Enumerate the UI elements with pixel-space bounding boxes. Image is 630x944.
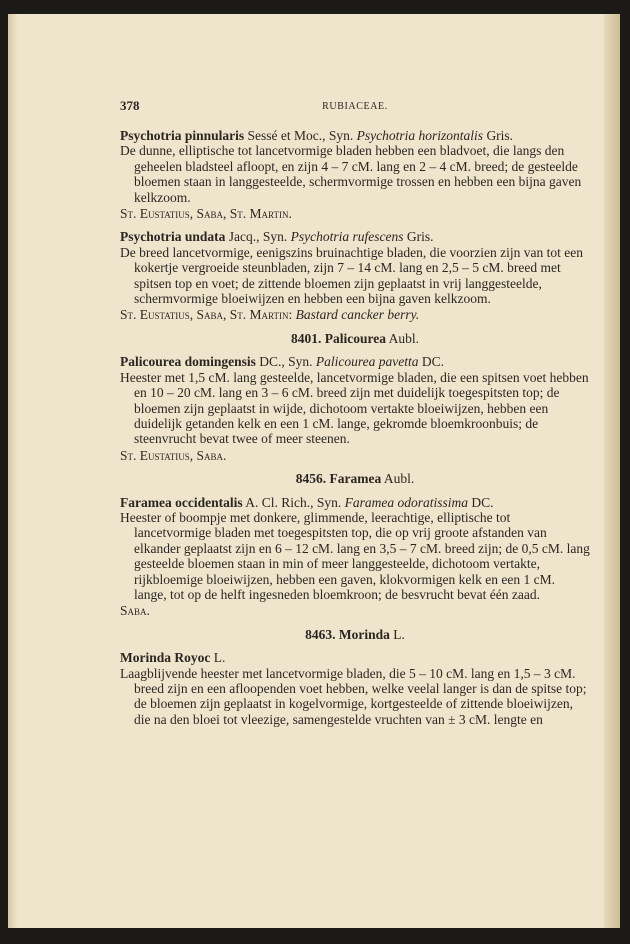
- species-author: DC.: [259, 354, 282, 370]
- species-name: Psychotria pinnularis: [120, 128, 245, 143]
- species-entry: [120, 354, 590, 463]
- genus-number: 8463.: [305, 626, 336, 642]
- page-edge-right: [604, 14, 620, 928]
- synonym-prefix: , Syn.: [281, 354, 313, 370]
- species-name: Psychotria undata: [120, 229, 226, 245]
- species-description: De dunne, elliptische tot lancetvormige bladen hebben een bladvoet, die langs den geheelen bladsteel afloopt, en zijn 4 – 7 cM. lang en 2 – 4 cM. breed; de gesteelde bloemen staan in langgesteelde, schermvormige trossen en hebben een bijna gaven kelkzoom.: [120, 143, 582, 205]
- running-title: RUBIACEAE.: [322, 101, 388, 112]
- species-description: Laagblijvende heester met lancetvormige bladen, die 5 – 10 cM. lang en 1,5 – 3 cM. breed zijn en een afloopenden voet hebben, welke veelal langer is dan de spitse top; de bloemen zijn geplaatst in kogelvormige, kortgesteelde of zittende bloeiwijzen, die na den bloei tot vleezige, samengestelde vruchten van ± 3 cM. lengte en: [120, 665, 587, 727]
- synonym-name: Faramea odoratissima: [344, 494, 469, 510]
- genus-name: Morinda: [338, 626, 390, 642]
- species-name: Faramea occidentalis: [120, 494, 243, 510]
- species-description: Heester met 1,5 cM. lang gesteelde, lancetvormige bladen, die een spitsen voet hebben en 10 – 20 cM. lang en 3 – 6 cM. breed zijn met duidelijk toegespitsten top; de bloemen zijn geplaatst in wijde, dichotoom vertakte bloeiwijzen, hebben een duidelijk getanden kelk en een 1 cM. lange, gekromde bloemkroonbuis; de steenvrucht bevat twee of meer steenen.: [120, 369, 589, 447]
- locality-list: St. Eustatius, Saba.: [120, 447, 227, 463]
- genus-author: L.: [393, 626, 405, 642]
- species-author: Sessé et Moc.: [247, 128, 323, 143]
- genus-author: Aubl.: [388, 330, 419, 346]
- species-entry: [120, 495, 590, 619]
- species-entry: [120, 128, 590, 221]
- locality-list: St. Eustatius, Saba, St. Martin.: [120, 206, 292, 222]
- species-heading: [120, 229, 590, 244]
- genus-name: Palicourea: [324, 330, 386, 346]
- species-localities: [120, 206, 590, 221]
- species-localities: [120, 448, 590, 463]
- page-content: [120, 98, 590, 735]
- synonym-name: Palicourea pavetta: [315, 354, 419, 370]
- synonym-author: DC.: [421, 354, 445, 370]
- species-entry: [120, 650, 590, 727]
- synonym-author: DC.: [471, 494, 494, 510]
- common-name: Bastard cancker berry.: [295, 307, 420, 323]
- species-heading: [120, 650, 590, 665]
- species-description: Heester of boompje met donkere, glimmende, leerachtige, elliptische tot lancetvormige bladen met toegespitsten top, die op vrij groote afstanden van elkander geplaatst zijn en 6 – 12 cM. lang en 3,5 – 7 cM. breed zijn; de 0,5 cM. lang gesteelde bloemen staan in min of meer langgesteelde, dichotoom vertakte, rijkbloemige bloeiwijzen, hebben een gaven, klokvormigen kelk en een 1 cM. lange, tot op de helft ingesneden bloemkroon; de besvrucht bevat één zaad.: [120, 509, 590, 602]
- genus-heading: [120, 471, 590, 486]
- synonym-name: Psychotria rufescens: [290, 229, 404, 245]
- page-number: 378: [120, 98, 140, 113]
- synonym-author: Gris.: [406, 229, 434, 245]
- synonym-author: Gris.: [486, 128, 514, 143]
- synonym-prefix: , Syn.: [256, 229, 288, 245]
- genus-author: Aubl.: [383, 471, 415, 487]
- genus-number: 8456.: [295, 471, 327, 487]
- synonym-prefix: , Syn.: [322, 128, 354, 143]
- species-author: A. Cl. Rich.: [245, 494, 311, 510]
- page-edge-shadow: [8, 14, 18, 928]
- species-author: Jacq.: [228, 229, 257, 245]
- species-author: L.: [213, 650, 226, 666]
- species-description: De breed lancetvormige, eenigszins bruinachtige bladen, die voorzien zijn van tot een kokertje vergroeide steunbladen, zijn 7 – 14 cM. lang en 2,5 – 5 cM. breed met spitsen top en voet; de zittende bloemen zijn geplaatst in vrij langgesteelde, schermvormige bloeiwijzen en hebben een bijna gaven kelkzoom.: [120, 244, 583, 307]
- book-page: [8, 14, 620, 928]
- genus-number: 8401.: [290, 330, 322, 346]
- species-localities: [120, 603, 590, 618]
- locality-list: Saba.: [120, 603, 150, 619]
- genus-name: Faramea: [329, 471, 382, 487]
- synonym-prefix: , Syn.: [310, 494, 342, 510]
- species-heading: [120, 495, 590, 510]
- species-name: Morinda Royoc: [120, 650, 211, 666]
- species-name: Palicourea domingensis: [120, 354, 256, 370]
- locality-list: St. Eustatius, Saba, St. Martin:: [120, 307, 293, 323]
- species-heading: [120, 354, 590, 369]
- genus-heading: [120, 627, 590, 642]
- genus-heading: [120, 331, 590, 346]
- page-header: [120, 98, 590, 118]
- synonym-name: Psychotria horizontalis: [356, 128, 484, 143]
- species-entry: [120, 229, 590, 322]
- species-localities: [120, 307, 590, 322]
- species-heading: [120, 128, 590, 143]
